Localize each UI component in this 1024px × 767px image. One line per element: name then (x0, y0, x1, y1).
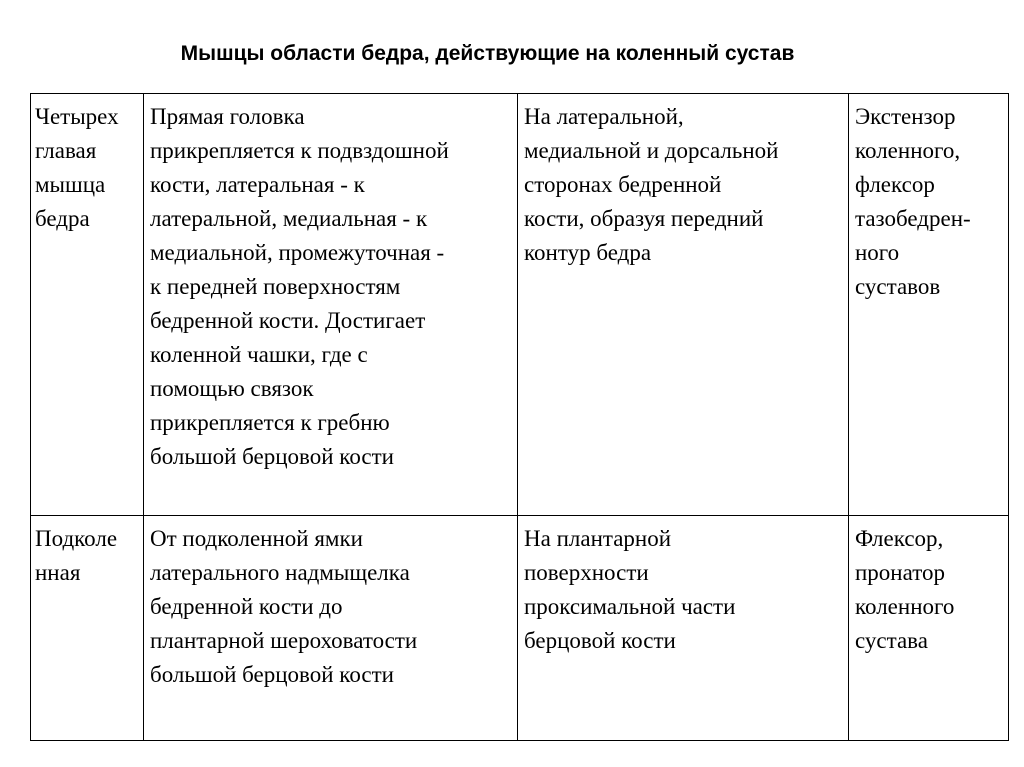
attachment-line: коленной чашки, где с (150, 342, 368, 367)
attachment-line: прикрепляется к гребню (150, 410, 390, 435)
attachment-line: медиальной, промежуточная - (150, 240, 445, 265)
table-row (31, 94, 1009, 516)
attachment-line: плантарной шероховатости (150, 628, 418, 653)
location-line: проксимальной части (524, 594, 736, 619)
location-cell (518, 516, 849, 741)
location-line: поверхности (524, 560, 649, 585)
attachment-cell (144, 516, 518, 741)
function-line: коленного (855, 594, 955, 619)
muscles-table (30, 93, 1009, 741)
attachment-line: бедренной кости до (150, 594, 343, 619)
function-line: суставов (855, 274, 941, 299)
attachment-line: прикрепляется к подвздошной (150, 138, 449, 163)
location-line: контур бедра (524, 240, 652, 265)
function-line: тазобедрен- (855, 206, 971, 231)
muscle-name-cell (31, 94, 144, 516)
location-line: На латеральной, (524, 104, 684, 129)
attachment-line: большой берцовой кости (150, 444, 394, 469)
location-line: медиальной и дорсальной (524, 138, 779, 163)
function-line: флексор (855, 172, 935, 197)
location-line: берцовой кости (524, 628, 676, 653)
location-cell (518, 94, 849, 516)
attachment-line: латеральной, медиальная - к (150, 206, 428, 231)
page-title: Мышцы области бедра, действующие на коленный сустав (180, 42, 795, 65)
muscle-name-line: мышца (35, 172, 106, 197)
muscle-name-line: Подколе (35, 526, 118, 551)
attachment-line: латерального надмыщелка (150, 560, 410, 585)
function-line: сустава (855, 628, 928, 653)
muscle-name-line: главая (35, 138, 97, 163)
function-line: ного (855, 240, 900, 265)
table-body (31, 94, 1009, 741)
location-line: сторонах бедренной (524, 172, 722, 197)
attachment-line: Прямая головка (150, 104, 305, 129)
function-cell (849, 94, 1009, 516)
attachment-line: к передней поверхностям (150, 274, 401, 299)
attachment-cell (144, 94, 518, 516)
muscle-name-line: Четырех (35, 104, 119, 129)
function-line: Экстензор (855, 104, 956, 129)
function-cell (849, 516, 1009, 741)
attachment-line: От подколенной ямки (150, 526, 363, 551)
attachment-line: кости, латеральная - к (150, 172, 365, 197)
location-line: На плантарной (524, 526, 672, 551)
attachment-line: помощью связок (150, 376, 314, 401)
muscle-name-line: бедра (35, 206, 90, 231)
function-line: коленного, (855, 138, 961, 163)
location-line: кости, образуя передний (524, 206, 764, 231)
function-line: Флексор, (855, 526, 944, 551)
function-line: пронатор (855, 560, 945, 585)
attachment-line: большой берцовой кости (150, 662, 394, 687)
table-row (31, 516, 1009, 741)
muscle-name-line: нная (35, 560, 81, 585)
muscle-name-cell (31, 516, 144, 741)
attachment-line: бедренной кости. Достигает (150, 308, 426, 333)
